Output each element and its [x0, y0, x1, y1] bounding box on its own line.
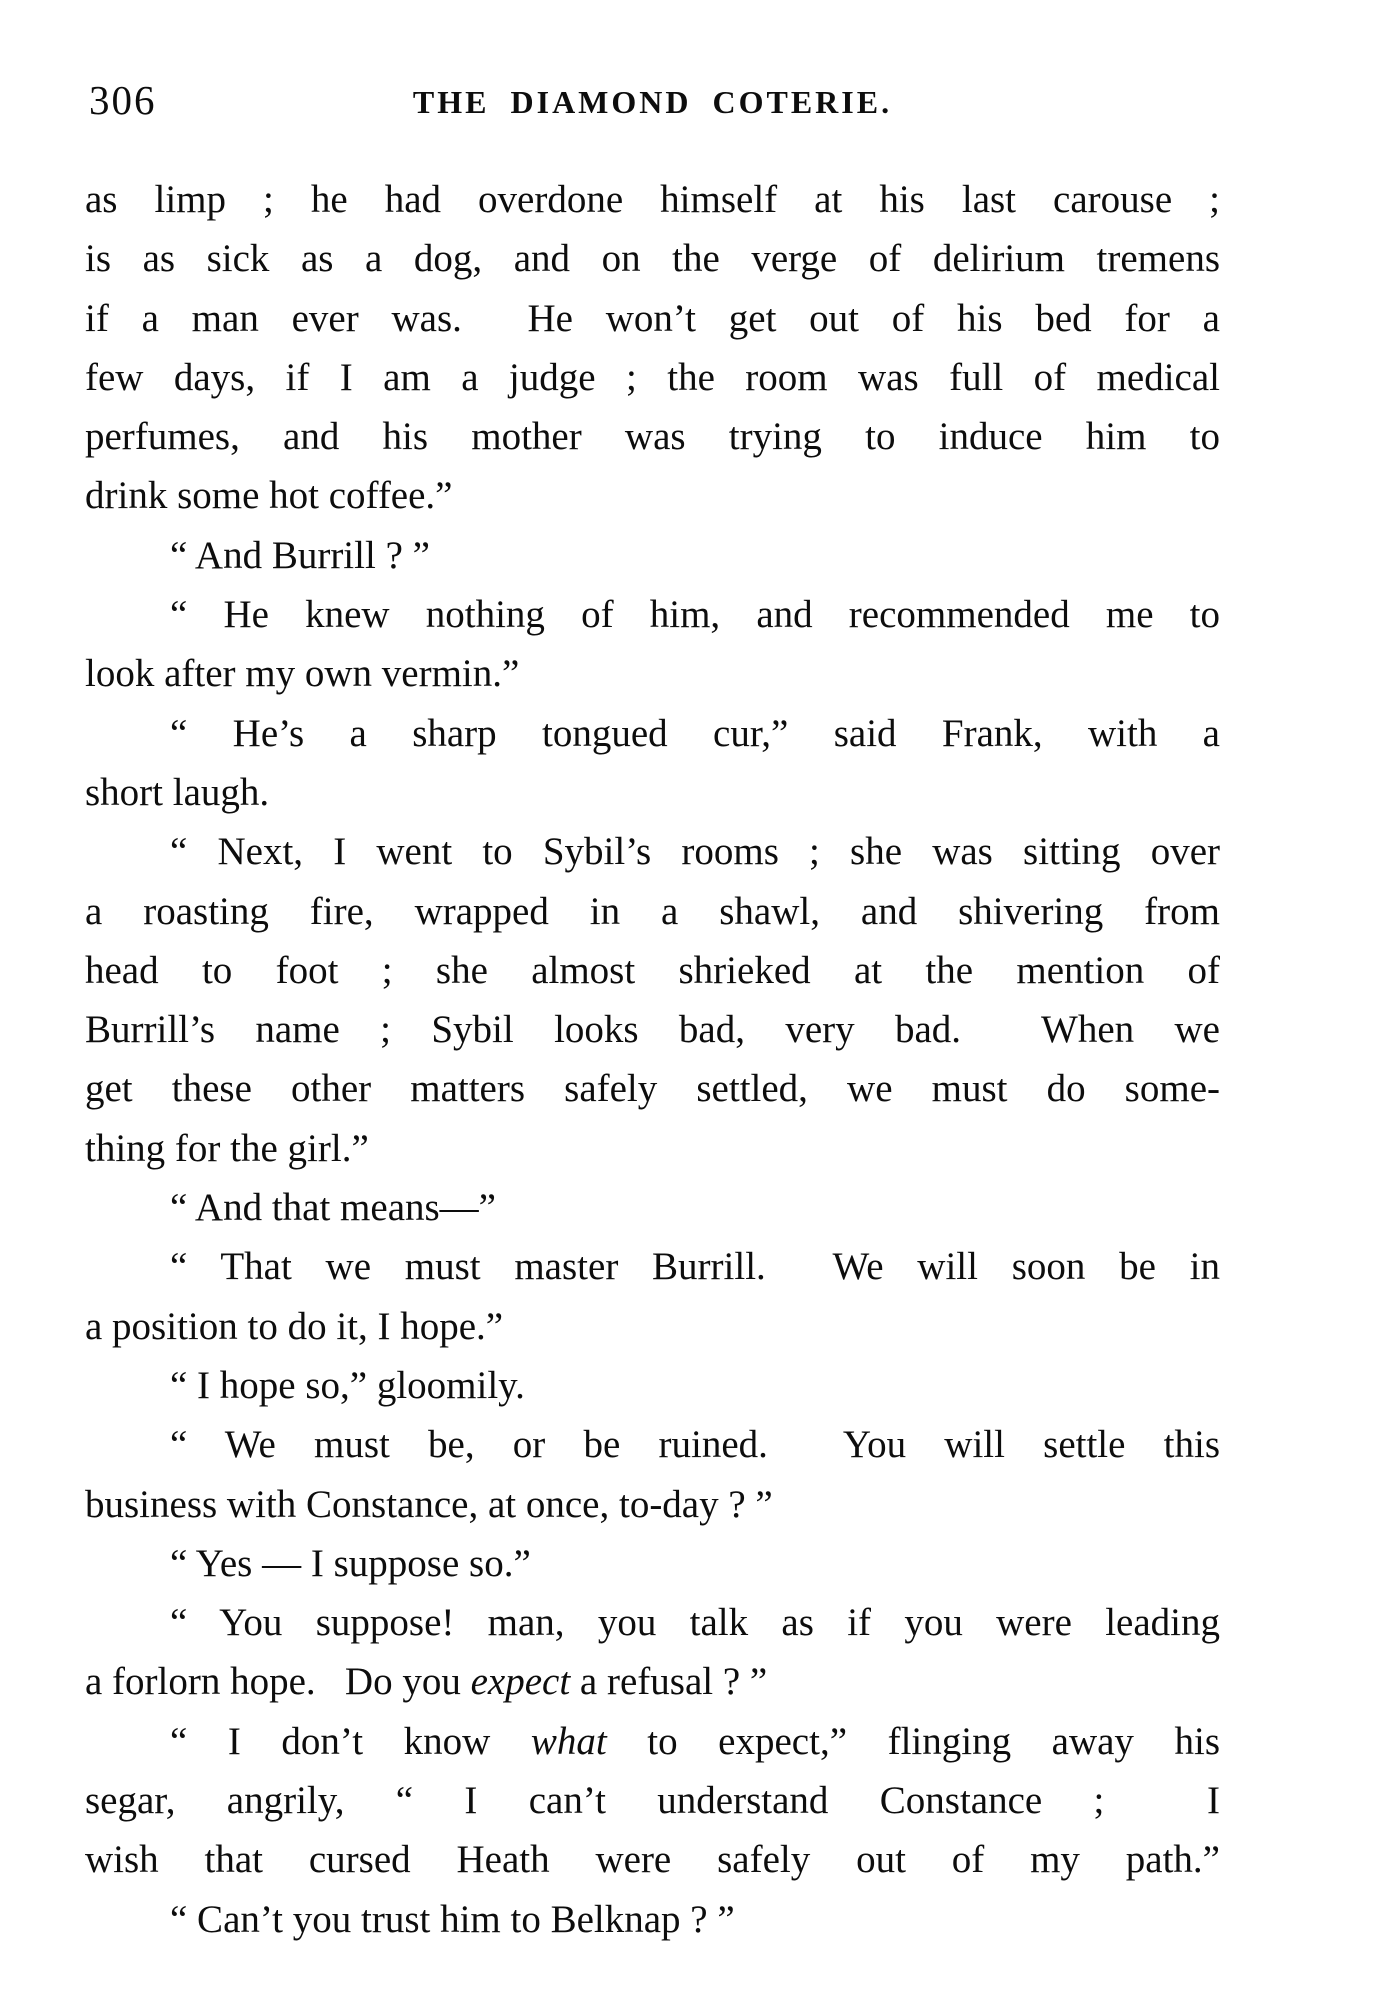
text-line	[85, 941, 1220, 1000]
text-line	[85, 1119, 1220, 1178]
text-segment: “ He knew nothing of him, and recommended me to	[170, 593, 1220, 637]
text-line	[85, 289, 1220, 348]
text-segment: look after my own vermin.”	[85, 652, 520, 696]
text-segment: thing for the girl.”	[85, 1126, 369, 1170]
text-segment: “ Yes — I suppose so.”	[170, 1541, 531, 1585]
text-line	[85, 1593, 1220, 1652]
text-segment: if a man ever was. He won’t get out of his bed for a	[85, 296, 1220, 340]
text-segment: is as sick as a dog, and on the verge of delirium tremens	[85, 237, 1220, 281]
text-line	[85, 1178, 1220, 1237]
text-segment: business with Constance, at once, to-day ? ”	[85, 1482, 773, 1526]
text-line	[85, 229, 1220, 288]
text-segment: get these other matters safely settled, we must do some-	[85, 1067, 1220, 1111]
text-line	[85, 348, 1220, 407]
text-segment: few days, if I am a judge ; the room was full of medical	[85, 355, 1220, 399]
page-number: 306	[89, 77, 157, 123]
text-line	[85, 1237, 1220, 1296]
text-line	[85, 1534, 1220, 1593]
text-line	[85, 1890, 1220, 1949]
text-line	[85, 1059, 1220, 1118]
text-segment: a refusal ? ”	[570, 1660, 768, 1704]
text-line	[85, 1475, 1220, 1534]
text-segment: to expect,” flinging away his	[606, 1719, 1221, 1763]
text-line	[85, 644, 1220, 703]
italic-text: what	[530, 1719, 607, 1763]
text-segment: head to foot ; she almost shrieked at the mention of	[85, 948, 1220, 992]
text-line	[85, 882, 1220, 941]
text-line	[85, 526, 1220, 585]
text-segment: short laugh.	[85, 770, 270, 814]
text-segment: “ And Burrill ? ”	[170, 533, 430, 577]
text-segment: perfumes, and his mother was trying to induce him to	[85, 415, 1220, 459]
text-segment: segar, angrily, “ I can’t understand Constance ; I	[85, 1779, 1220, 1823]
italic-text: expect	[470, 1660, 571, 1704]
text-segment: Burrill’s name ; Sybil looks bad, very bad. When we	[85, 1008, 1220, 1052]
text-line	[85, 763, 1220, 822]
text-segment: “ I don’t know	[170, 1719, 531, 1763]
text-line	[85, 704, 1220, 763]
text-line	[85, 1652, 1220, 1711]
text-line	[85, 466, 1220, 525]
text-segment: a roasting fire, wrapped in a shawl, and shivering from	[85, 889, 1220, 933]
text-segment: “ He’s a sharp tongued cur,” said Frank, with a	[170, 711, 1220, 755]
text-line	[85, 585, 1220, 644]
running-title: THE DIAMOND COTERIE.	[412, 84, 893, 120]
text-segment: “ You suppose! man, you talk as if you were leading	[170, 1601, 1220, 1645]
text-segment: “ We must be, or be ruined. You will settle this	[170, 1423, 1220, 1467]
text-line	[85, 1771, 1220, 1830]
text-segment: a forlorn hope. Do you	[85, 1660, 471, 1704]
text-line	[85, 170, 1220, 229]
text-segment: “ Next, I went to Sybil’s rooms ; she was sitting over	[170, 830, 1220, 874]
text-segment: “ And that means—”	[170, 1186, 496, 1230]
text-segment: drink some hot coffee.”	[85, 474, 453, 518]
text-line	[85, 1415, 1220, 1474]
text-line	[85, 407, 1220, 466]
text-line	[85, 1297, 1220, 1356]
text-line	[85, 1356, 1220, 1415]
body-text	[85, 170, 1220, 1949]
text-line	[85, 1712, 1220, 1771]
text-segment: wish that cursed Heath were safely out of my path.”	[85, 1838, 1220, 1882]
text-segment: “ I hope so,” gloomily.	[170, 1363, 525, 1407]
page-header	[85, 78, 1220, 126]
text-segment: “ Can’t you trust him to Belknap ? ”	[170, 1897, 735, 1941]
text-segment: as limp ; he had overdone himself at his last carouse ;	[85, 178, 1220, 221]
text-line	[85, 1830, 1220, 1889]
text-segment: a position to do it, I hope.”	[85, 1304, 504, 1348]
text-line	[85, 1000, 1220, 1059]
text-line	[85, 822, 1220, 881]
text-segment: “ That we must master Burrill. We will soon be in	[170, 1245, 1220, 1289]
